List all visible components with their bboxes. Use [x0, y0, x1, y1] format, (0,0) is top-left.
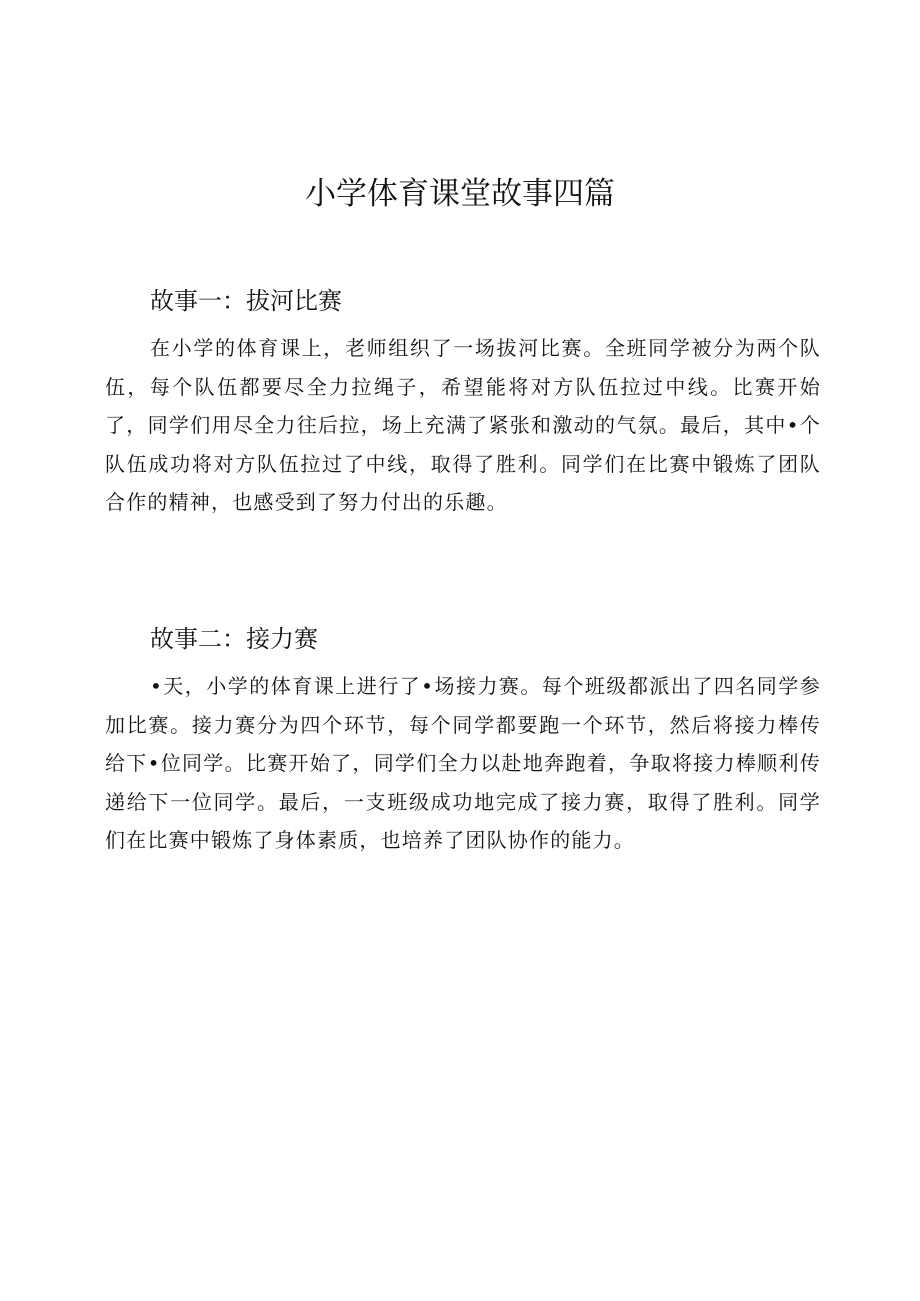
story-heading-2: 故事二：接力赛	[150, 625, 318, 653]
story-section-2	[105, 619, 821, 860]
story-body-1: 在小学的体育课上，老师组织了一场拔河比赛。全班同学被分为两个队伍，每个队伍都要尽全力拉绳子，希望能将对方队伍拉过中线。比赛开始了，同学们用尽全力往后拉，场上充满了紧张和激动的气氛。最后，其中•个队伍成功将对方队伍拉过了中线，取得了胜利。同学们在比赛中锻炼了团队合作的精神，也感受到了努力付出的乐趣。	[105, 336, 821, 514]
story-heading-1: 故事一：拔河比赛	[150, 287, 342, 315]
story-body-2: •天，小学的体育课上进行了•场接力赛。每个班级都派出了四名同学参加比赛。接力赛分为四个环节，每个同学都要跑一个环节，然后将接力棒传给下•位同学。比赛开始了，同学们全力以赴地奔跑着，争取将接力棒顺利传递给下一位同学。最后，一支班级成功地完成了接力赛，取得了胜利。同学们在比赛中锻炼了身体素质，也培养了团队协作的能力。	[105, 674, 821, 852]
story-section-1	[105, 281, 821, 522]
document-title: 小学体育课堂故事四篇	[305, 176, 615, 212]
